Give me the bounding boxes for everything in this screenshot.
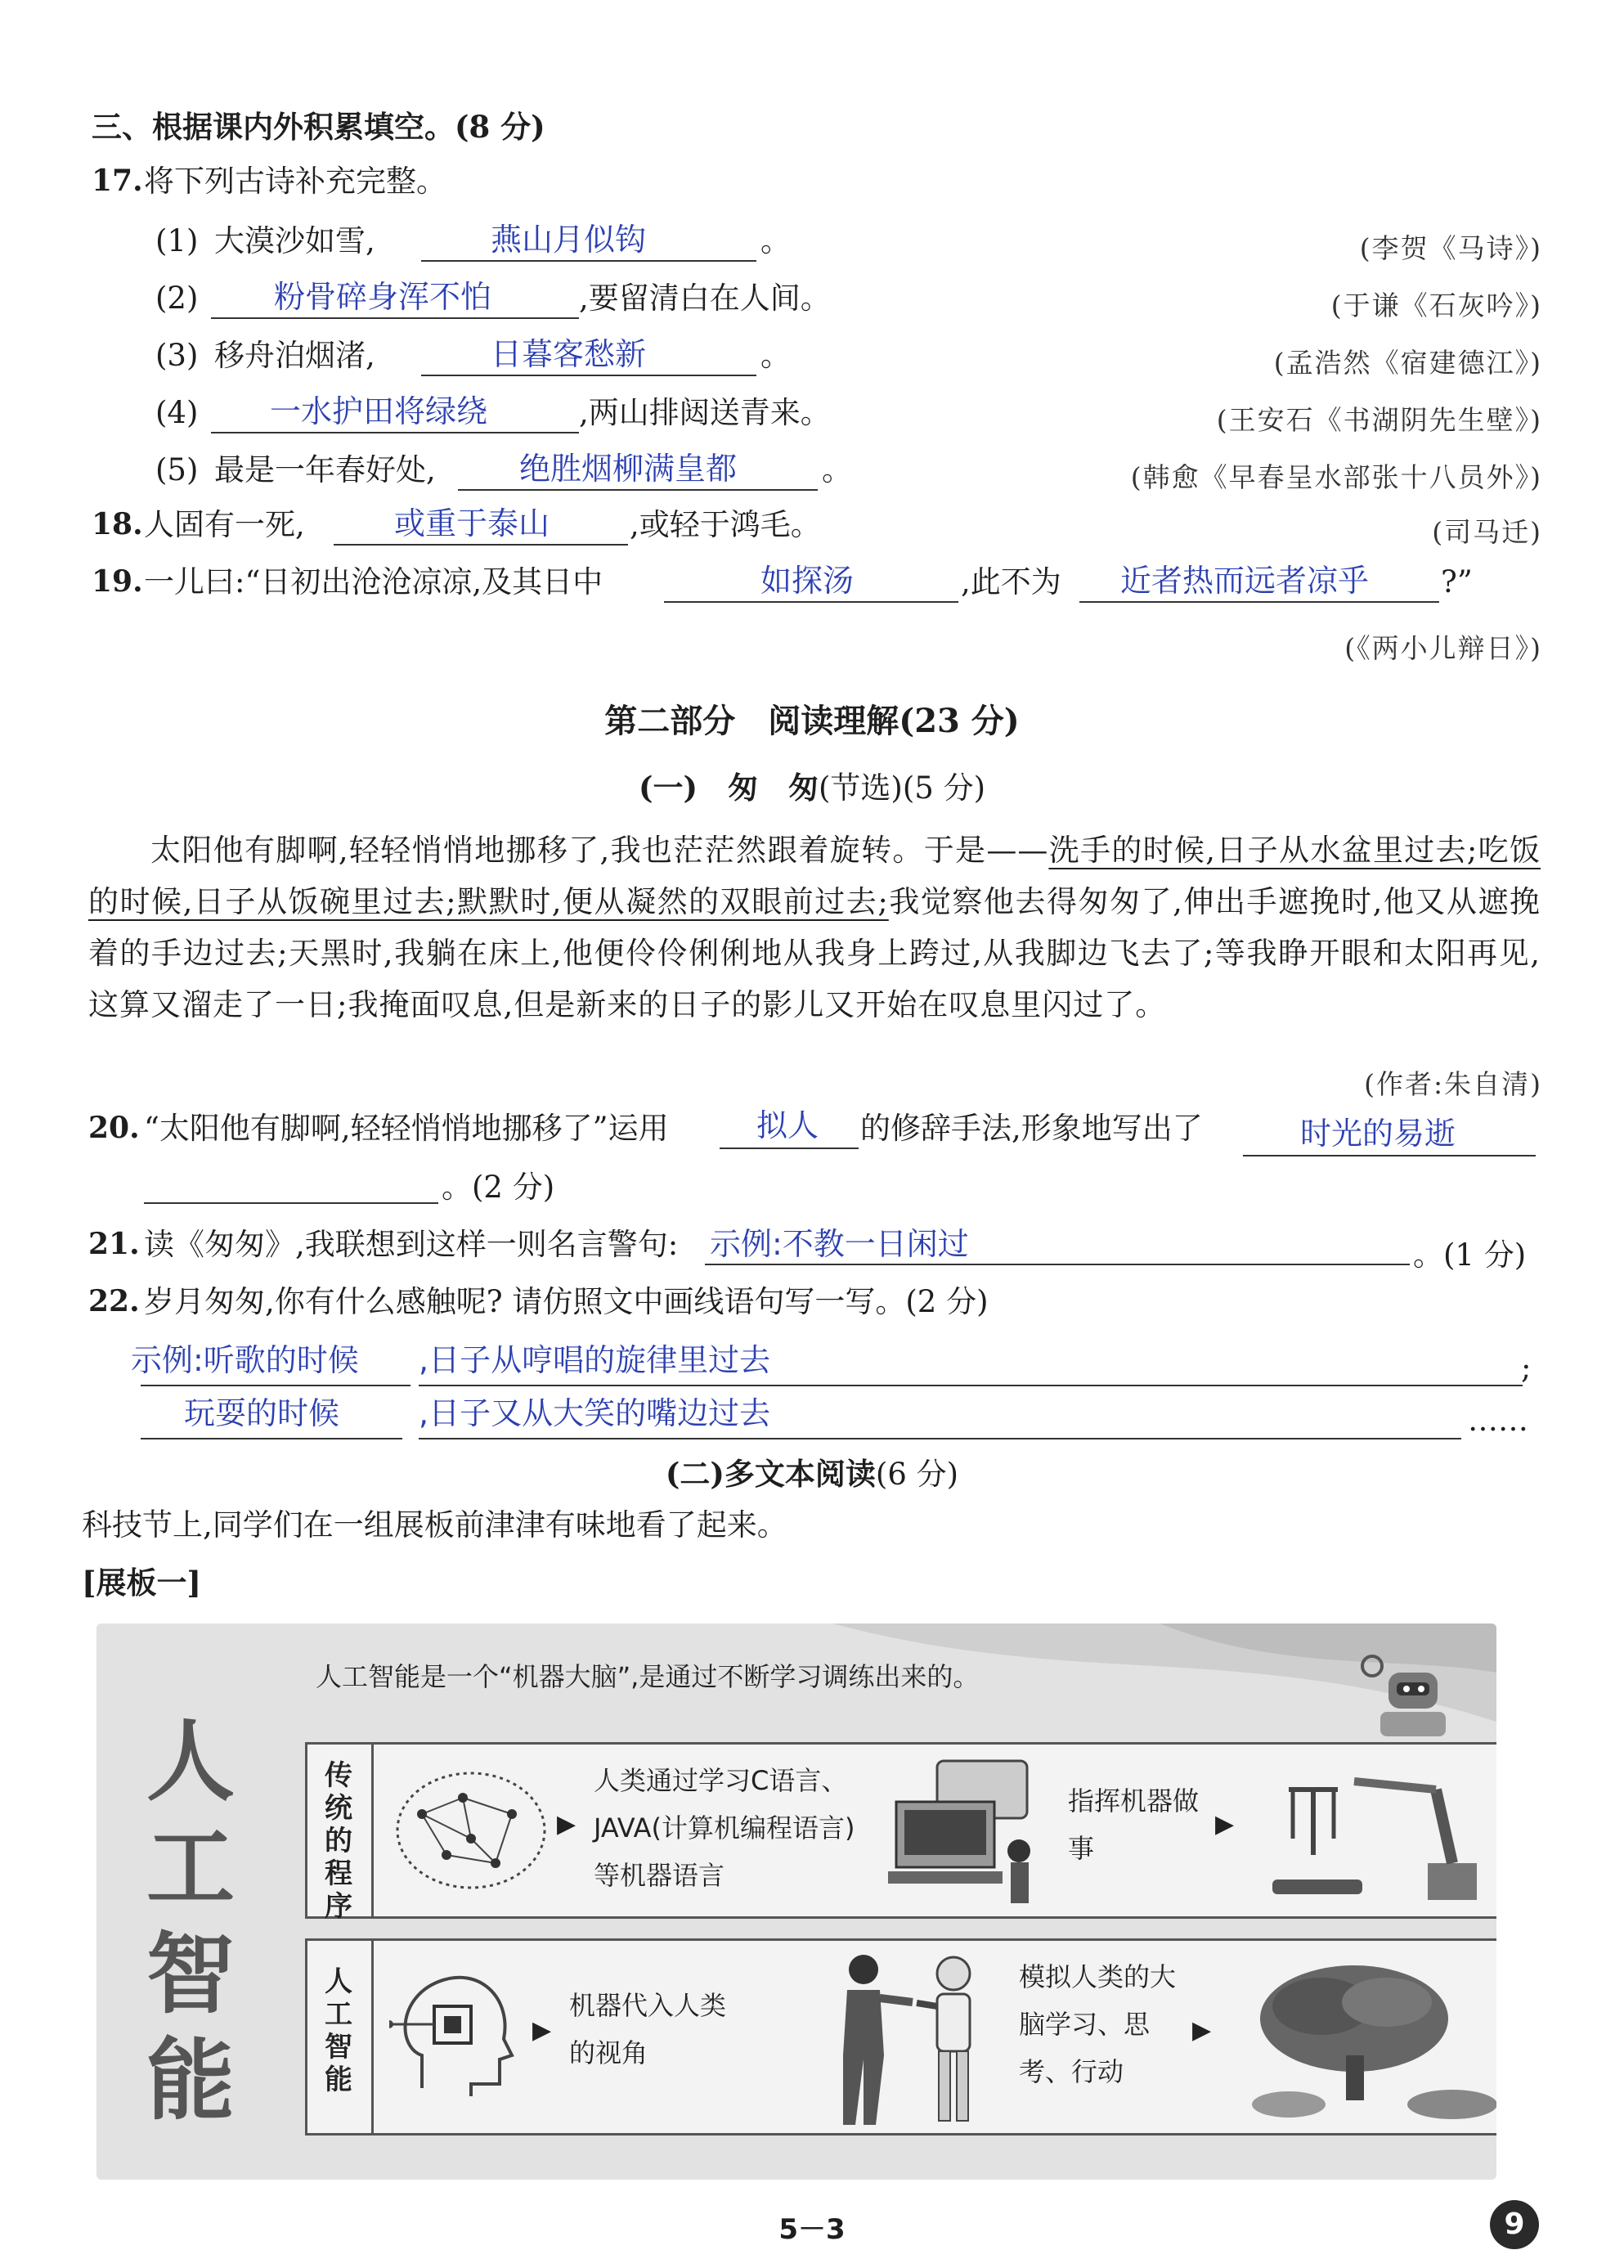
q22-line1-blank-a	[141, 1385, 410, 1386]
row2-text1: 机器代入人类的视角	[569, 1990, 727, 2068]
passage2-title-note: (6 分)	[875, 1457, 959, 1492]
q21-answer: 示例:不教一日闲过	[710, 1226, 969, 1262]
q19-blank2	[1079, 601, 1439, 603]
poster-row-ai	[305, 1938, 1496, 2136]
poster-title-char-2: 工	[146, 1817, 235, 1920]
q22-line2-end: ……	[1468, 1403, 1528, 1438]
q17-item2-source: (于谦《石灰吟》)	[1330, 290, 1542, 321]
q19-after: ?”	[1441, 564, 1473, 600]
row1-divider	[371, 1745, 374, 1916]
q20-score: 。(2 分)	[442, 1170, 555, 1205]
poster-title-char-3: 智	[146, 1924, 235, 2026]
q22-line2-blank-a	[141, 1438, 402, 1439]
q20-answer2: 时光的易逝	[1300, 1116, 1456, 1152]
q20-blank2	[1243, 1155, 1536, 1156]
q21-score: 。(1 分)	[1413, 1237, 1527, 1273]
q17-item5-after: 。	[822, 452, 852, 487]
q17-item3-answer: 日暮客愁新	[491, 336, 647, 372]
robot-arm-icon	[1256, 1757, 1496, 1908]
q21-blank	[705, 1264, 1410, 1265]
part2-title: 第二部分 阅读理解(23 分)	[604, 702, 1020, 740]
q17-item5-before: 最是一年春好处,	[214, 452, 436, 487]
q20-middle: 的修辞手法,形象地写出了	[860, 1111, 1203, 1146]
passage2-title-main: (二)多文本阅读	[665, 1456, 876, 1492]
row1-arrow-1-icon: ▶	[557, 1810, 576, 1839]
q20-before: “太阳他有脚啊,轻轻悄悄地挪移了”运用	[144, 1111, 669, 1146]
page-number-badge: 9	[1490, 2200, 1539, 2249]
q17-item4-answer: 一水护田将绿绕	[270, 393, 488, 429]
row1-arrow-2-icon: ▶	[1215, 1810, 1235, 1839]
q22-line2-b: ,日子又从大笑的嘴边过去	[419, 1395, 771, 1431]
q17-item1-blank	[421, 260, 756, 262]
q20-answer1: 拟人	[756, 1107, 819, 1143]
poster-title-char-1: 人	[146, 1711, 235, 1813]
q17-item4-blank	[211, 432, 579, 433]
q18-source: (司马迁)	[1432, 516, 1542, 548]
ai-head-icon	[389, 1965, 528, 2104]
q22-line1-a: 示例:听歌的时候	[131, 1342, 359, 1378]
q19-middle: ,此不为	[961, 564, 1061, 600]
q17-item1-answer: 燕山月似钩	[491, 222, 647, 258]
q17-number: 17.	[92, 164, 143, 198]
passage1-title-main: (一) 匆 匆	[638, 770, 819, 806]
q17-item4-source: (王安石《书湖阴先生壁》)	[1216, 404, 1542, 436]
q19-source: (《两小儿辩日》)	[1344, 632, 1542, 664]
q22-line1-end: ;	[1521, 1350, 1532, 1386]
row1-text2: 指挥机器做事	[1068, 1785, 1200, 1864]
ai-poster	[96, 1624, 1496, 2180]
q22-line2-a: 玩耍的时候	[184, 1395, 340, 1431]
q17-item2-answer: 粉骨碎身浑不怕	[274, 279, 492, 315]
row2-text2: 模拟人类的大脑学习、思考、行动	[1019, 1961, 1177, 2087]
robot-icon	[1356, 1648, 1454, 1738]
q17-item4-after: ,两山排闼送青来。	[579, 395, 831, 430]
passage1-text-start: 太阳他有脚啊,轻轻悄悄地挪移了,我也茫茫然跟着旋转。于是——	[150, 833, 1049, 868]
section3-heading: 三、根据课内外积累填空。(8 分)	[92, 109, 545, 145]
q21-prompt: 读《匆匆》,我联想到这样一则名言警句:	[144, 1227, 679, 1262]
passage1-title-note: (节选)(5 分)	[818, 770, 986, 806]
q17-item5-answer: 绝胜烟柳满皇都	[519, 451, 738, 487]
board-label: [展板一]	[82, 1565, 202, 1601]
q17-item3-source: (孟浩然《宿建德江》)	[1273, 347, 1542, 379]
q20-number: 20.	[88, 1111, 140, 1145]
passage1-underlined: 洗手的时候,日子从水盆里过去;吃饭的时候,日子从饭碗里过去;默默时,便从凝然的双眼前过去;	[88, 833, 1541, 919]
q17-item1-index: (1)	[155, 223, 199, 258]
human-robot-icon	[831, 1949, 1011, 2129]
brain-network-icon	[389, 1765, 553, 1896]
q17-item5-blank	[458, 489, 818, 491]
q22-prompt: 岁月匆匆,你有什么感触呢? 请仿照文中画线语句写一写。(2 分)	[144, 1284, 989, 1319]
row2-arrow-1-icon: ▶	[532, 2016, 552, 2045]
row1-label: 传统的程序	[325, 1759, 352, 1923]
q17-item3-after: 。	[760, 338, 791, 373]
q19-answer2: 近者热而远者凉乎	[1120, 563, 1370, 599]
page-code: 5－3	[778, 2213, 846, 2246]
q17-item2-blank	[211, 317, 579, 319]
passage1-text-rest: 我觉察他去得匆匆了,伸出手遮挽时,他又从遮挽着的手边过去;天黑时,我躺在床上,他便伶伶俐俐地从我身上跨过,从我脚边飞去了;等我睁开眼和太阳再见,这算又溜走了一日;我掩面叹息,但是新来的日子的影儿又开始在叹息里闪过了。	[88, 884, 1541, 1022]
q22-line2-blank-b	[419, 1438, 1461, 1439]
row1-text1: 人类通过学习C语言、JAVA(计算机编程语言)等机器语言	[594, 1765, 855, 1891]
q20-blank1	[720, 1147, 859, 1149]
poster-headline: 人工智能是一个“机器大脑”,是通过不断学习调练出来的。	[316, 1661, 980, 1692]
q17-item4-index: (4)	[155, 395, 199, 430]
row2-arrow-2-icon: ▶	[1192, 2016, 1212, 2045]
q17-item2-after: ,要留清白在人间。	[579, 281, 831, 316]
q17-item2-index: (2)	[155, 281, 199, 316]
row2-label: 人工智能	[325, 1965, 352, 2096]
q17-item3-before: 移舟泊烟渚,	[214, 338, 375, 373]
q22-number: 22.	[88, 1284, 140, 1318]
passage1-author: (作者:朱自清)	[1364, 1068, 1542, 1100]
q18-number: 18.	[92, 507, 143, 541]
q17-item5-source: (韩愈《早春呈水部张十八员外》)	[1130, 461, 1542, 493]
q22-line1-blank-b	[419, 1385, 1523, 1386]
q20-blank2-continued	[144, 1202, 438, 1204]
q19-blank1	[664, 601, 958, 603]
q17-item3-blank	[421, 375, 756, 376]
q19-number: 19.	[92, 564, 143, 599]
q21-number: 21.	[88, 1227, 140, 1261]
q19-answer1: 如探汤	[760, 563, 855, 599]
q19-before: 一儿曰:“日初出沧沧凉凉,及其日中	[144, 564, 603, 600]
passage1-body	[88, 824, 1541, 1031]
q17-item5-index: (5)	[155, 452, 199, 487]
q18-answer: 或重于泰山	[394, 505, 550, 541]
passage2-intro: 科技节上,同学们在一组展板前津津有味地看了起来。	[82, 1507, 787, 1543]
q17-item1-source: (李贺《马诗》)	[1359, 232, 1542, 264]
q17-item1-after: 。	[760, 223, 791, 258]
tree-icon	[1240, 1957, 1496, 2121]
poster-title-char-4: 能	[146, 2030, 235, 2132]
poster-row-traditional	[305, 1742, 1496, 1923]
passage2-title	[0, 1453, 1624, 1495]
q17-item1-before: 大漠沙如雪,	[214, 223, 375, 258]
q18-after: ,或轻于鸿毛。	[630, 507, 821, 542]
q17-prompt: 将下列古诗补充完整。	[144, 164, 446, 199]
q18-before: 人固有一死,	[144, 507, 305, 542]
q22-line1-b: ,日子从哼唱的旋律里过去	[419, 1342, 771, 1378]
passage1-title	[0, 767, 1624, 809]
row2-divider	[371, 1941, 374, 2133]
computer-coding-icon	[872, 1753, 1052, 1908]
q17-item3-index: (3)	[155, 338, 199, 373]
q18-blank	[334, 544, 628, 546]
